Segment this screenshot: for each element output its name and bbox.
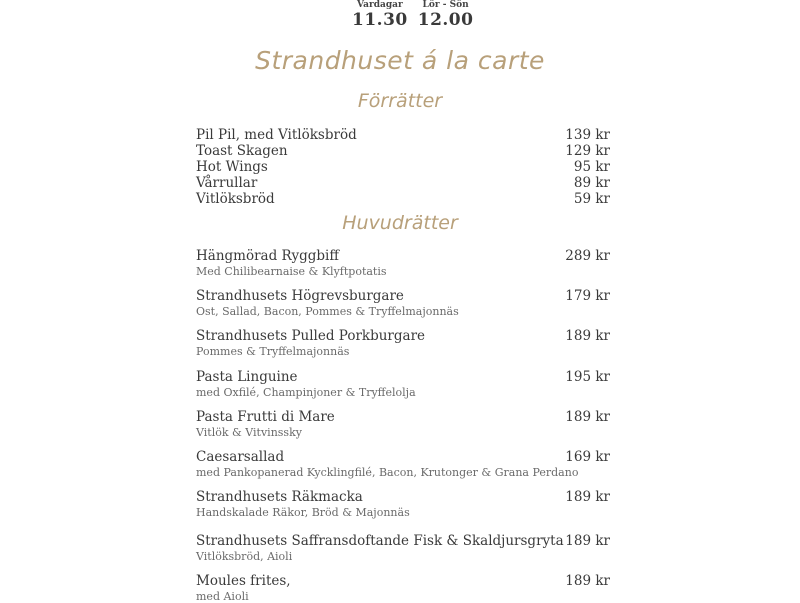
hours-weekend (418, 0, 474, 30)
list-item (196, 143, 610, 159)
item-description: med Pankopanerad Kycklingfilé, Bacon, Krutonger & Grana Perdano (196, 466, 579, 479)
list-item (196, 288, 610, 318)
opening-hours (352, 0, 473, 30)
list-item (196, 369, 610, 399)
list-item (196, 489, 610, 519)
item-price: 189 kr (565, 328, 610, 344)
item-price: 129 kr (565, 143, 610, 159)
item-price: 179 kr (565, 288, 610, 304)
item-description: Pommes & Tryffelmajonnäs (196, 345, 350, 358)
list-item (196, 175, 610, 191)
item-description: med Oxfilé, Champinjoner & Tryffelolja (196, 386, 416, 399)
menu-title: Strandhuset á la carte (255, 46, 545, 75)
item-price: 139 kr (565, 127, 610, 143)
list-item (196, 127, 610, 143)
item-name: Strandhusets Räkmacka (196, 489, 363, 505)
item-name: Vitlöksbröd (196, 191, 275, 207)
item-description: Vitlöksbröd, Aioli (196, 550, 293, 563)
item-name: Pasta Linguine (196, 369, 298, 385)
list-item (196, 573, 610, 603)
item-price: 289 kr (565, 248, 610, 264)
item-description: Vitlök & Vitvinssky (196, 426, 302, 439)
item-name: Strandhusets Högrevsburgare (196, 288, 404, 304)
item-name: Strandhusets Pulled Porkburgare (196, 328, 426, 344)
list-item (196, 533, 610, 563)
item-name: Pil Pil, med Vitlöksbröd (196, 127, 357, 143)
list-item (196, 191, 610, 207)
list-item (196, 449, 610, 479)
item-price: 195 kr (565, 369, 610, 385)
item-price: 189 kr (565, 533, 610, 549)
item-description: Med Chilibearnaise & Klyftpotatis (196, 265, 387, 278)
item-name: Caesarsallad (196, 449, 285, 465)
item-description: Handskalade Räkor, Bröd & Majonnäs (196, 506, 410, 519)
item-price: 189 kr (565, 409, 610, 425)
hours-weekdays (352, 0, 408, 30)
hours-time: 11.30 (352, 10, 408, 30)
section-heading-starters: Förrätter (357, 90, 443, 112)
item-name: Vårrullar (196, 175, 258, 191)
item-price: 189 kr (565, 489, 610, 505)
item-name: Pasta Frutti di Mare (196, 409, 335, 425)
item-price: 95 kr (573, 159, 610, 175)
item-name: Hängmörad Ryggbiff (196, 248, 339, 264)
item-price: 189 kr (565, 573, 610, 589)
section-heading-mains: Huvudrätter (342, 212, 458, 234)
list-item (196, 328, 610, 358)
item-price: 89 kr (573, 175, 610, 191)
hours-label: Lör - Sön (422, 0, 469, 10)
starters-list (196, 127, 610, 207)
hours-label: Vardagar (357, 0, 403, 10)
list-item (196, 159, 610, 175)
item-name: Toast Skagen (196, 143, 288, 159)
item-description: Ost, Sallad, Bacon, Pommes & Tryffelmajonnäs (196, 305, 459, 318)
item-price: 169 kr (565, 449, 610, 465)
item-name: Moules frites, (196, 573, 291, 589)
item-name: Hot Wings (196, 159, 268, 175)
item-price: 59 kr (573, 191, 610, 207)
list-item (196, 409, 610, 439)
item-description: med Aioli (196, 590, 249, 603)
hours-time: 12.00 (417, 10, 474, 30)
list-item (196, 248, 610, 278)
item-name: Strandhusets Saffransdoftande Fisk & Skaldjursgryta (196, 533, 564, 549)
